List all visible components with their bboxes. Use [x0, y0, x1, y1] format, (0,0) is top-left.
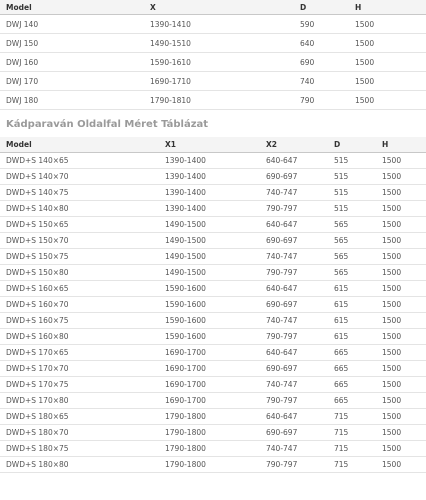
column-header-x: X	[150, 0, 300, 15]
table-cell: 1500	[382, 169, 426, 185]
table-cell: DWD+S 160×70	[0, 297, 165, 313]
column-header-model: Model	[0, 0, 150, 15]
table-cell: 640-647	[266, 281, 334, 297]
table-row	[0, 53, 426, 72]
table-row	[0, 169, 426, 185]
table-cell: 1790-1800	[165, 457, 266, 473]
section-title: Kádparaván Oldalfal Méret Táblázat	[6, 119, 209, 130]
table-cell: 1500	[355, 15, 426, 34]
table-cell: 665	[334, 377, 382, 393]
table-cell: 565	[334, 217, 382, 233]
table-cell: 690	[300, 53, 355, 72]
table-row	[0, 34, 426, 53]
table-cell: 1590-1600	[165, 281, 266, 297]
table-cell: 790-797	[266, 393, 334, 409]
table-cell: 1390-1400	[165, 153, 266, 169]
table-cell: 1690-1700	[165, 393, 266, 409]
table-cell: 1500	[382, 281, 426, 297]
table-cell: DWD+S 180×75	[0, 441, 165, 457]
table-row	[0, 457, 426, 473]
table-cell: 1500	[382, 233, 426, 249]
table-cell: 1500	[382, 329, 426, 345]
table-cell: 690-697	[266, 297, 334, 313]
table-cell: 740-747	[266, 313, 334, 329]
table-cell: 515	[334, 169, 382, 185]
table-cell: 790-797	[266, 329, 334, 345]
column-header-model: Model	[0, 137, 165, 153]
table-row	[0, 425, 426, 441]
table-cell: DWD+S 170×75	[0, 377, 165, 393]
table-cell: 590	[300, 15, 355, 34]
table-cell: 1790-1800	[165, 409, 266, 425]
table-cell: 690-697	[266, 361, 334, 377]
table-cell: 1590-1600	[165, 313, 266, 329]
table-row	[0, 249, 426, 265]
table-cell: 690-697	[266, 425, 334, 441]
size-table-dwj	[0, 0, 426, 110]
table-cell: 715	[334, 409, 382, 425]
table-cell: 1690-1710	[150, 72, 300, 91]
table-cell: DWD+S 140×75	[0, 185, 165, 201]
table-row	[0, 233, 426, 249]
table-cell: 1590-1600	[165, 329, 266, 345]
table-cell: 640-647	[266, 217, 334, 233]
table-cell: 1500	[355, 34, 426, 53]
table-cell: 1690-1700	[165, 345, 266, 361]
table-cell: 1500	[382, 217, 426, 233]
table-cell: 515	[334, 201, 382, 217]
table-cell: 565	[334, 249, 382, 265]
table-row	[0, 265, 426, 281]
table-cell: 1500	[355, 53, 426, 72]
table-row	[0, 153, 426, 169]
table-cell: 1590-1600	[165, 297, 266, 313]
table-cell: 790-797	[266, 265, 334, 281]
table-cell: 1500	[382, 265, 426, 281]
table-cell: 1500	[382, 361, 426, 377]
table-cell: 665	[334, 393, 382, 409]
table-row	[0, 15, 426, 34]
table-row	[0, 329, 426, 345]
table-cell: DWJ 180	[0, 91, 150, 110]
table-cell: 740-747	[266, 441, 334, 457]
table-cell: 1500	[355, 72, 426, 91]
table-cell: 715	[334, 441, 382, 457]
table-header-row	[0, 137, 426, 153]
table-cell: 1790-1800	[165, 441, 266, 457]
table-cell: 665	[334, 345, 382, 361]
table-cell: 715	[334, 457, 382, 473]
table-cell: 740-747	[266, 377, 334, 393]
table-row	[0, 297, 426, 313]
table-cell: 615	[334, 329, 382, 345]
table-row	[0, 217, 426, 233]
column-header-d: D	[300, 0, 355, 15]
column-header-h: H	[382, 137, 426, 153]
table-cell: DWD+S 150×75	[0, 249, 165, 265]
table-cell: 565	[334, 233, 382, 249]
column-header-x1: X1	[165, 137, 266, 153]
table-cell: 1390-1410	[150, 15, 300, 34]
table-cell: DWD+S 160×80	[0, 329, 165, 345]
column-header-x2: X2	[266, 137, 334, 153]
table-cell: 1790-1810	[150, 91, 300, 110]
table-cell: DWD+S 150×80	[0, 265, 165, 281]
table-cell: DWD+S 170×65	[0, 345, 165, 361]
table-cell: 615	[334, 313, 382, 329]
table-cell: 740-747	[266, 185, 334, 201]
column-header-h: H	[355, 0, 426, 15]
table-cell: 1390-1400	[165, 169, 266, 185]
table-cell: 1490-1500	[165, 233, 266, 249]
table-cell: DWD+S 170×80	[0, 393, 165, 409]
table-cell: 565	[334, 265, 382, 281]
table-cell: 1500	[382, 409, 426, 425]
table-cell: 740-747	[266, 249, 334, 265]
table-cell: 1500	[355, 91, 426, 110]
table-cell: 665	[334, 361, 382, 377]
table-cell: 1390-1400	[165, 185, 266, 201]
table-cell: DWD+S 140×80	[0, 201, 165, 217]
table-cell: 1500	[382, 153, 426, 169]
table-cell: 515	[334, 185, 382, 201]
table-row	[0, 281, 426, 297]
table-cell: 1690-1700	[165, 361, 266, 377]
table-cell: 515	[334, 153, 382, 169]
table-cell: DWD+S 140×65	[0, 153, 165, 169]
table-cell: 790-797	[266, 457, 334, 473]
table-cell: 640-647	[266, 345, 334, 361]
table-cell: DWJ 150	[0, 34, 150, 53]
table-cell: DWD+S 150×65	[0, 217, 165, 233]
table-row	[0, 185, 426, 201]
table-cell: 690-697	[266, 169, 334, 185]
table-cell: 1490-1500	[165, 265, 266, 281]
table-cell: 790-797	[266, 201, 334, 217]
table-row	[0, 313, 426, 329]
table-cell: 1500	[382, 425, 426, 441]
table-cell: DWD+S 140×70	[0, 169, 165, 185]
table-cell: DWD+S 160×75	[0, 313, 165, 329]
table-cell: DWD+S 180×65	[0, 409, 165, 425]
table-header-row	[0, 0, 426, 15]
table-cell: 1500	[382, 345, 426, 361]
table-cell: DWJ 160	[0, 53, 150, 72]
table-cell: 615	[334, 281, 382, 297]
table-cell: 1500	[382, 249, 426, 265]
table-cell: DWD+S 170×70	[0, 361, 165, 377]
table-cell: 1500	[382, 201, 426, 217]
table-row	[0, 361, 426, 377]
table-row	[0, 393, 426, 409]
table-cell: 1500	[382, 441, 426, 457]
table-row	[0, 345, 426, 361]
table-cell: 1490-1500	[165, 249, 266, 265]
table-cell: DWD+S 160×65	[0, 281, 165, 297]
table-cell: 1790-1800	[165, 425, 266, 441]
table-cell: 790	[300, 91, 355, 110]
table-cell: 1500	[382, 313, 426, 329]
table-cell: 640-647	[266, 153, 334, 169]
table-cell: 640	[300, 34, 355, 53]
table-cell: 1500	[382, 297, 426, 313]
table-cell: DWD+S 180×70	[0, 425, 165, 441]
table-cell: DWJ 170	[0, 72, 150, 91]
table-cell: 690-697	[266, 233, 334, 249]
table-cell: 740	[300, 72, 355, 91]
table-cell: 1490-1500	[165, 217, 266, 233]
table-row	[0, 377, 426, 393]
table-cell: 1500	[382, 457, 426, 473]
table-cell: 715	[334, 425, 382, 441]
column-header-d: D	[334, 137, 382, 153]
table-cell: 1500	[382, 185, 426, 201]
table-cell: 1590-1610	[150, 53, 300, 72]
table-cell: 615	[334, 297, 382, 313]
table-cell: DWD+S 150×70	[0, 233, 165, 249]
table-cell: 1490-1510	[150, 34, 300, 53]
table-cell: 1500	[382, 393, 426, 409]
table-cell: DWD+S 180×80	[0, 457, 165, 473]
table-cell: 1690-1700	[165, 377, 266, 393]
table-row	[0, 201, 426, 217]
table-cell: DWJ 140	[0, 15, 150, 34]
table-row	[0, 441, 426, 457]
table-cell: 1500	[382, 377, 426, 393]
size-table-dwd-s	[0, 137, 426, 473]
table-row	[0, 409, 426, 425]
table-row	[0, 72, 426, 91]
table-cell: 1390-1400	[165, 201, 266, 217]
table-row	[0, 91, 426, 110]
table-cell: 640-647	[266, 409, 334, 425]
